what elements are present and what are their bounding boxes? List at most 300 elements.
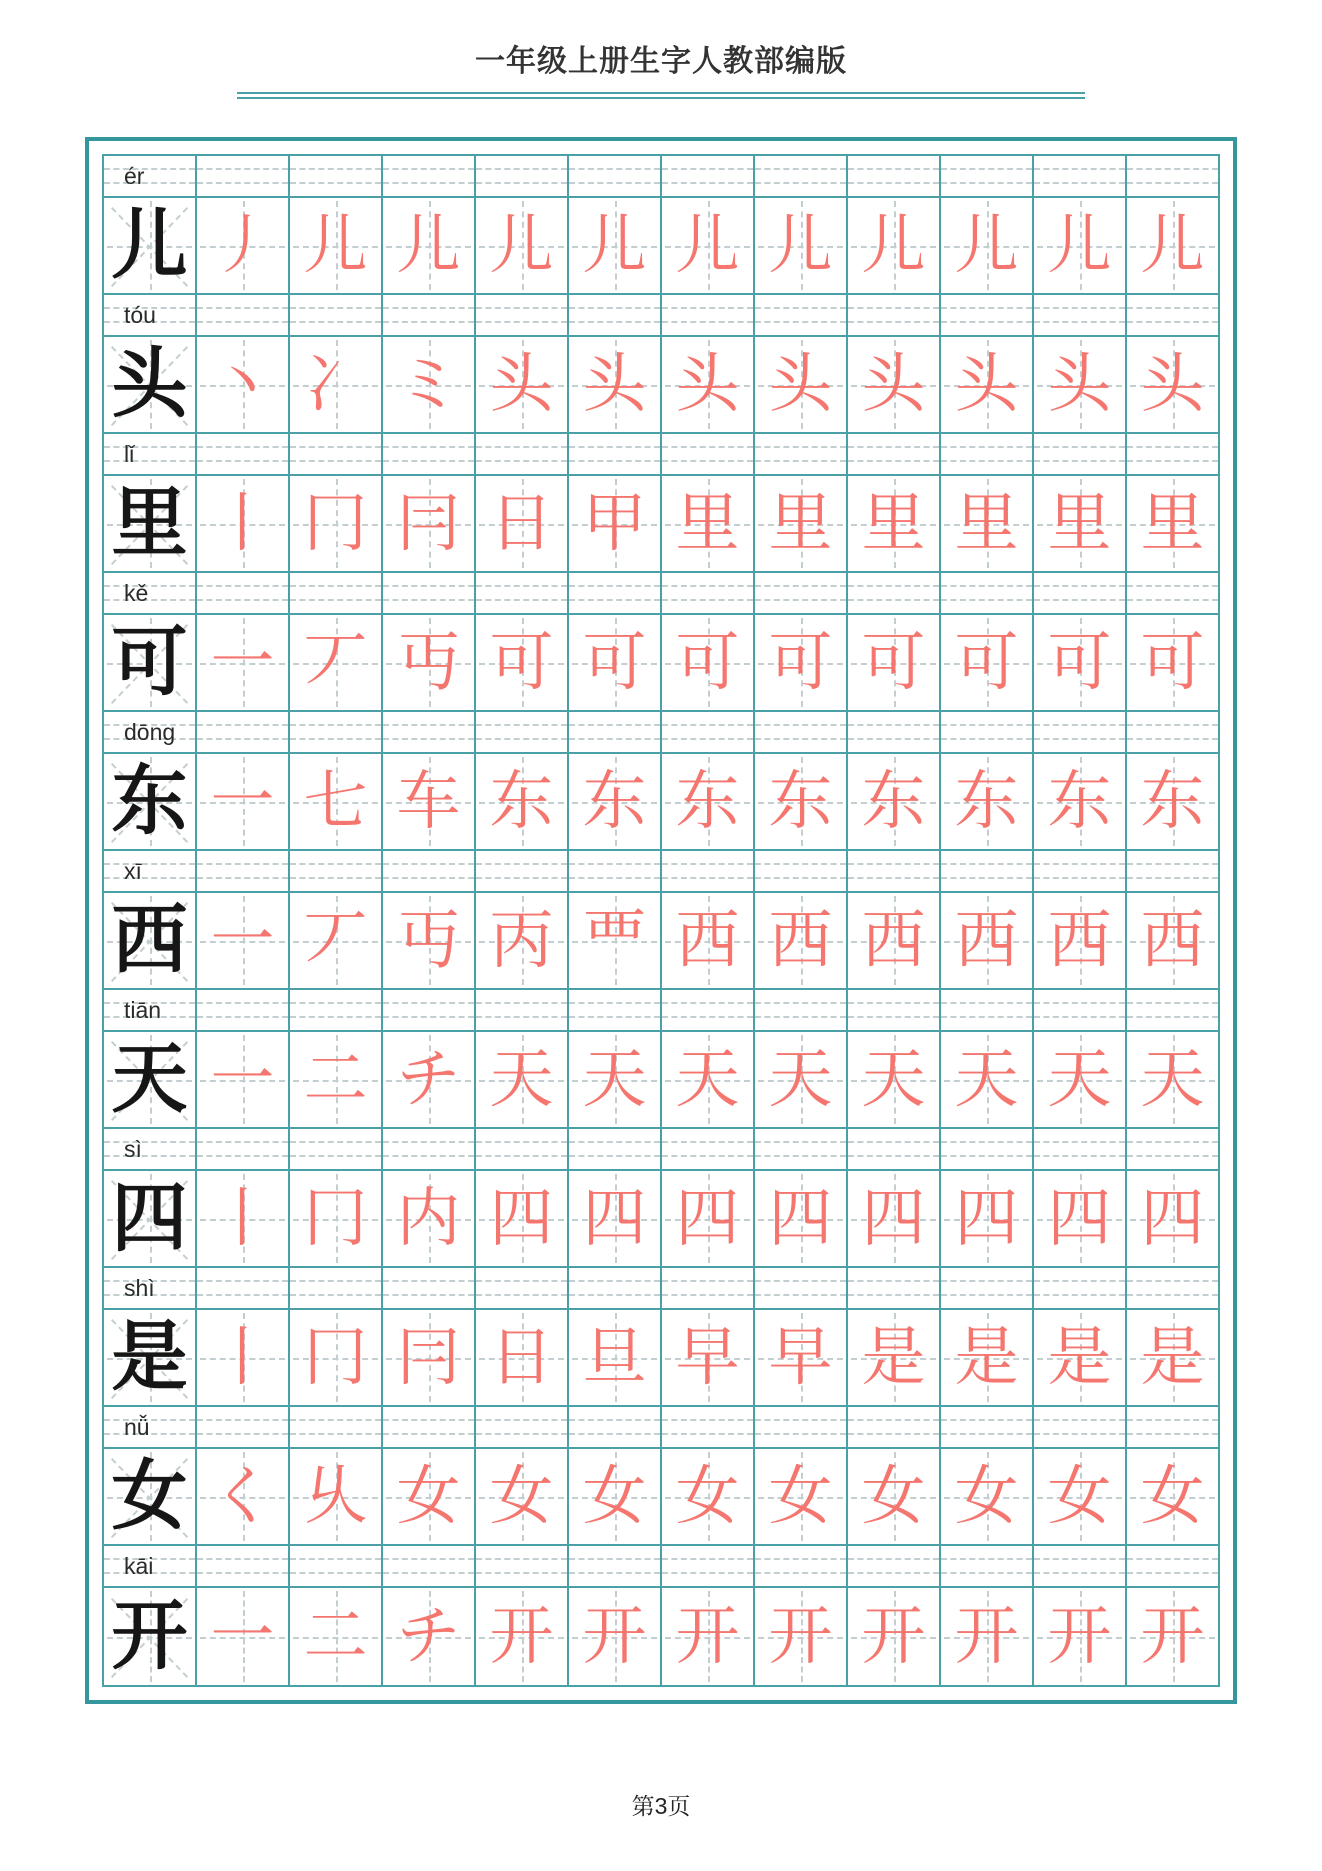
stroke-order-glyph: 日	[489, 1321, 554, 1393]
pinyin-cell	[848, 434, 941, 474]
pinyin-cell	[941, 712, 1034, 752]
pinyin-guide-line	[476, 1433, 567, 1435]
pinyin-guide-line	[848, 460, 939, 462]
pinyin-cell	[290, 1129, 383, 1169]
pinyin-label: shì	[124, 1274, 155, 1301]
pinyin-cell	[569, 990, 662, 1030]
pinyin-cell	[104, 295, 197, 335]
model-character-cell	[104, 754, 197, 849]
pinyin-guide-line	[1127, 1433, 1218, 1435]
pinyin-guide-line	[197, 1002, 288, 1004]
stroke-order-cell	[755, 754, 848, 849]
pinyin-cell	[197, 1268, 290, 1308]
stroke-order-cell	[848, 198, 941, 293]
pinyin-guide-line	[197, 168, 288, 170]
pinyin-guide-line	[941, 724, 1032, 726]
pinyin-cell	[941, 573, 1034, 613]
pinyin-guide-line	[941, 877, 1032, 879]
stroke-order-cell	[941, 615, 1034, 710]
stroke-order-cell	[569, 893, 662, 988]
pinyin-guide-line	[569, 1419, 660, 1421]
pinyin-guide-line	[1034, 182, 1125, 184]
character-row	[104, 1310, 1218, 1407]
pinyin-cell	[383, 712, 476, 752]
pinyin-guide-line	[941, 460, 1032, 462]
pinyin-cell	[476, 712, 569, 752]
pinyin-guide-line	[941, 1155, 1032, 1157]
pinyin-cell	[383, 851, 476, 891]
pinyin-guide-line	[476, 863, 567, 865]
stroke-order-glyph: 西	[861, 904, 926, 976]
pinyin-guide-line	[662, 307, 753, 309]
stroke-order-cell	[1127, 476, 1218, 571]
pinyin-guide-line	[1034, 1280, 1125, 1282]
stroke-order-cell	[476, 1171, 569, 1266]
pinyin-guide-line	[197, 1280, 288, 1282]
stroke-order-glyph: 开	[768, 1600, 833, 1672]
pinyin-guide-line	[290, 1002, 381, 1004]
pinyin-guide-line	[476, 1002, 567, 1004]
model-character-cell	[104, 1588, 197, 1685]
pinyin-cell	[662, 851, 755, 891]
pinyin-guide-line	[569, 168, 660, 170]
model-character: 儿	[111, 203, 188, 288]
pinyin-guide-line	[290, 1016, 381, 1018]
pinyin-guide-line	[383, 1155, 474, 1157]
pinyin-guide-line	[848, 738, 939, 740]
model-character-cell	[104, 1032, 197, 1127]
pinyin-guide-line	[383, 1572, 474, 1574]
pinyin-cell	[104, 1129, 197, 1169]
model-character-cell	[104, 615, 197, 710]
pinyin-cell	[569, 1407, 662, 1447]
pinyin-guide-line	[755, 307, 846, 309]
stroke-order-cell	[290, 1032, 383, 1127]
pinyin-label: xī	[124, 857, 142, 884]
pinyin-guide-line	[755, 724, 846, 726]
stroke-order-glyph: 西	[768, 904, 833, 976]
pinyin-guide-line	[1034, 321, 1125, 323]
stroke-order-cell	[755, 476, 848, 571]
pinyin-guide-line	[662, 1572, 753, 1574]
pinyin-cell	[848, 851, 941, 891]
pinyin-guide-line	[476, 1294, 567, 1296]
stroke-order-glyph: チ	[396, 1043, 461, 1115]
stroke-order-glyph: 开	[489, 1600, 554, 1672]
stroke-order-cell	[383, 893, 476, 988]
pinyin-guide-line	[290, 168, 381, 170]
pinyin-guide-line	[383, 877, 474, 879]
stroke-order-cell	[290, 615, 383, 710]
pinyin-guide-line	[755, 1141, 846, 1143]
stroke-order-cell	[662, 476, 755, 571]
pinyin-guide-line	[383, 1294, 474, 1296]
pinyin-cell	[290, 156, 383, 196]
pinyin-guide-line	[1127, 321, 1218, 323]
pinyin-guide-line	[476, 307, 567, 309]
stroke-order-glyph: 七	[303, 765, 368, 837]
pinyin-cell	[1127, 156, 1218, 196]
pinyin-guide-line	[197, 307, 288, 309]
stroke-order-glyph: 一	[210, 904, 275, 976]
pinyin-guide-line	[383, 863, 474, 865]
stroke-order-cell	[755, 1171, 848, 1266]
stroke-order-glyph: 女	[1140, 1460, 1205, 1532]
character-row	[104, 754, 1218, 851]
stroke-order-glyph: 东	[954, 765, 1019, 837]
stroke-order-glyph: 西	[954, 904, 1019, 976]
stroke-order-glyph: 冂	[303, 1182, 368, 1254]
pinyin-cell	[755, 295, 848, 335]
pinyin-guide-line	[104, 446, 195, 448]
pinyin-guide-line	[941, 1433, 1032, 1435]
pinyin-guide-line	[476, 1016, 567, 1018]
stroke-order-cell	[1034, 1171, 1127, 1266]
stroke-order-glyph: 丙	[489, 904, 554, 976]
stroke-order-cell	[1034, 1310, 1127, 1405]
pinyin-guide-line	[569, 321, 660, 323]
pinyin-guide-line	[197, 1433, 288, 1435]
pinyin-guide-line	[1127, 724, 1218, 726]
pinyin-guide-line	[941, 1280, 1032, 1282]
pinyin-cell	[476, 1407, 569, 1447]
pinyin-cell	[848, 156, 941, 196]
pinyin-guide-line	[848, 446, 939, 448]
stroke-order-cell	[1034, 1449, 1127, 1544]
stroke-order-cell	[1034, 198, 1127, 293]
pinyin-guide-line	[848, 1002, 939, 1004]
pinyin-guide-line	[1034, 1141, 1125, 1143]
stroke-order-cell	[941, 1171, 1034, 1266]
pinyin-cell	[476, 851, 569, 891]
pinyin-guide-line	[662, 1016, 753, 1018]
pinyin-cell	[197, 1407, 290, 1447]
stroke-order-glyph: 是	[1047, 1321, 1112, 1393]
stroke-order-cell	[941, 754, 1034, 849]
pinyin-guide-line	[290, 1558, 381, 1560]
pinyin-guide-line	[1127, 863, 1218, 865]
pinyin-cell	[1034, 1546, 1127, 1586]
pinyin-cell	[569, 1546, 662, 1586]
stroke-order-cell	[941, 1588, 1034, 1685]
pinyin-guide-line	[941, 1419, 1032, 1421]
pinyin-cell	[383, 1546, 476, 1586]
stroke-order-cell	[383, 1449, 476, 1544]
stroke-order-glyph: 丨	[210, 487, 275, 559]
pinyin-guide-line	[569, 1558, 660, 1560]
stroke-order-cell	[197, 1588, 290, 1685]
pinyin-guide-line	[569, 460, 660, 462]
pinyin-guide-line	[755, 585, 846, 587]
pinyin-guide-line	[569, 1280, 660, 1282]
stroke-order-glyph: 四	[1047, 1182, 1112, 1254]
stroke-order-cell	[848, 615, 941, 710]
pinyin-cell	[848, 573, 941, 613]
pinyin-guide-line	[1034, 1294, 1125, 1296]
pinyin-guide-line	[383, 321, 474, 323]
pinyin-cell	[197, 990, 290, 1030]
pinyin-guide-line	[941, 1558, 1032, 1560]
stroke-order-glyph: 冃	[396, 1321, 461, 1393]
stroke-order-cell	[569, 1310, 662, 1405]
stroke-order-glyph: 儿	[582, 209, 647, 281]
stroke-order-glyph: 内	[396, 1182, 461, 1254]
stroke-order-glyph: 女	[954, 1460, 1019, 1532]
pinyin-guide-line	[1127, 182, 1218, 184]
stroke-order-glyph: 儿	[675, 209, 740, 281]
pinyin-guide-line	[662, 321, 753, 323]
stroke-order-glyph: 女	[675, 1460, 740, 1532]
pinyin-cell	[662, 1268, 755, 1308]
stroke-order-cell	[755, 1032, 848, 1127]
pinyin-guide-line	[848, 1294, 939, 1296]
stroke-order-cell	[383, 1310, 476, 1405]
stroke-order-glyph: 是	[1140, 1321, 1205, 1393]
stroke-order-cell	[1127, 1171, 1218, 1266]
pinyin-cell	[755, 1407, 848, 1447]
pinyin-guide-line	[1034, 460, 1125, 462]
stroke-order-glyph: 里	[861, 487, 926, 559]
pinyin-guide-line	[941, 1016, 1032, 1018]
pinyin-guide-line	[290, 1280, 381, 1282]
pinyin-guide-line	[1034, 738, 1125, 740]
stroke-order-glyph: 一	[210, 1600, 275, 1672]
pinyin-guide-line	[941, 1294, 1032, 1296]
pinyin-guide-line	[569, 1572, 660, 1574]
pinyin-guide-line	[197, 1155, 288, 1157]
page-header	[0, 0, 1322, 99]
stroke-order-glyph: 一	[210, 1043, 275, 1115]
stroke-order-cell	[383, 1588, 476, 1685]
stroke-order-cell	[197, 893, 290, 988]
pinyin-guide-line	[848, 168, 939, 170]
pinyin-guide-line	[476, 1558, 567, 1560]
stroke-order-glyph: 可	[489, 626, 554, 698]
stroke-order-cell	[848, 1171, 941, 1266]
pinyin-cell	[848, 990, 941, 1030]
stroke-order-cell	[1034, 476, 1127, 571]
page-footer	[0, 1788, 1322, 1821]
pinyin-guide-line	[104, 863, 195, 865]
pinyin-guide-line	[662, 1433, 753, 1435]
pinyin-guide-line	[569, 1155, 660, 1157]
stroke-order-cell	[755, 893, 848, 988]
pinyin-guide-line	[848, 321, 939, 323]
stroke-order-glyph: 可	[1047, 626, 1112, 698]
pinyin-guide-line	[383, 460, 474, 462]
pinyin-cell	[569, 712, 662, 752]
stroke-order-cell	[476, 1310, 569, 1405]
stroke-order-glyph: 东	[675, 765, 740, 837]
pinyin-guide-line	[848, 863, 939, 865]
pinyin-cell	[941, 434, 1034, 474]
stroke-order-glyph: 头	[861, 348, 926, 420]
pinyin-cell	[476, 990, 569, 1030]
pinyin-guide-line	[476, 182, 567, 184]
character-row	[104, 1449, 1218, 1546]
pinyin-guide-line	[104, 877, 195, 879]
pinyin-cell	[1127, 1129, 1218, 1169]
pinyin-cell	[383, 990, 476, 1030]
stroke-order-glyph: 东	[582, 765, 647, 837]
pinyin-guide-line	[383, 1433, 474, 1435]
model-character-cell	[104, 1171, 197, 1266]
pinyin-guide-line	[755, 446, 846, 448]
pinyin-cell	[1127, 1268, 1218, 1308]
stroke-order-cell	[197, 337, 290, 432]
pinyin-guide-line	[848, 1558, 939, 1560]
pinyin-guide-line	[1034, 1558, 1125, 1560]
pinyin-guide-line	[290, 321, 381, 323]
character-row	[104, 1588, 1218, 1685]
pinyin-guide-line	[104, 168, 195, 170]
pinyin-guide-line	[197, 182, 288, 184]
pinyin-cell	[104, 712, 197, 752]
stroke-order-glyph: 头	[675, 348, 740, 420]
character-row-group	[104, 295, 1218, 434]
stroke-order-cell	[197, 1310, 290, 1405]
character-row	[104, 1032, 1218, 1129]
stroke-order-glyph: 女	[396, 1460, 461, 1532]
stroke-order-cell	[941, 476, 1034, 571]
pinyin-cell	[1034, 1268, 1127, 1308]
pinyin-guide-line	[476, 460, 567, 462]
pinyin-guide-line	[755, 599, 846, 601]
stroke-order-cell	[941, 1449, 1034, 1544]
pinyin-cell	[569, 573, 662, 613]
stroke-order-glyph: 儿	[303, 209, 368, 281]
model-character: 天	[111, 1037, 188, 1122]
stroke-order-cell	[1034, 754, 1127, 849]
pinyin-guide-line	[1127, 1280, 1218, 1282]
pinyin-cell	[755, 156, 848, 196]
pinyin-guide-line	[755, 1155, 846, 1157]
pinyin-cell	[476, 573, 569, 613]
pinyin-cell	[941, 295, 1034, 335]
stroke-order-cell	[662, 1032, 755, 1127]
pinyin-guide-line	[476, 877, 567, 879]
pinyin-guide-line	[662, 877, 753, 879]
stroke-order-cell	[1034, 893, 1127, 988]
pinyin-cell	[569, 156, 662, 196]
pinyin-cell	[662, 1407, 755, 1447]
pinyin-cell	[290, 1268, 383, 1308]
pinyin-guide-line	[476, 599, 567, 601]
pinyin-guide-line	[197, 1294, 288, 1296]
pinyin-guide-line	[197, 1558, 288, 1560]
pinyin-cell	[941, 851, 1034, 891]
stroke-order-glyph: 儿	[861, 209, 926, 281]
stroke-order-glyph: 头	[1140, 348, 1205, 420]
pinyin-guide-line	[290, 446, 381, 448]
stroke-order-cell	[1127, 337, 1218, 432]
stroke-order-cell	[941, 198, 1034, 293]
pinyin-guide-line	[1127, 1016, 1218, 1018]
character-row-group	[104, 573, 1218, 712]
stroke-order-glyph: 东	[489, 765, 554, 837]
pinyin-guide-line	[1034, 1155, 1125, 1157]
stroke-order-cell	[1034, 615, 1127, 710]
stroke-order-cell	[569, 1449, 662, 1544]
pinyin-guide-line	[1127, 1002, 1218, 1004]
stroke-order-glyph: 天	[1047, 1043, 1112, 1115]
pinyin-guide-line	[290, 1419, 381, 1421]
stroke-order-cell	[1127, 754, 1218, 849]
pinyin-row	[104, 712, 1218, 754]
pinyin-guide-line	[1127, 1294, 1218, 1296]
stroke-order-cell	[290, 1449, 383, 1544]
pinyin-cell	[569, 1129, 662, 1169]
stroke-order-glyph: 开	[1047, 1600, 1112, 1672]
pinyin-guide-line	[383, 168, 474, 170]
pinyin-guide-line	[755, 1558, 846, 1560]
stroke-order-cell	[569, 754, 662, 849]
stroke-order-cell	[476, 615, 569, 710]
stroke-order-glyph: 开	[1140, 1600, 1205, 1672]
pinyin-guide-line	[941, 1002, 1032, 1004]
stroke-order-cell	[476, 1449, 569, 1544]
pinyin-cell	[383, 156, 476, 196]
pinyin-cell	[662, 1129, 755, 1169]
pinyin-guide-line	[476, 585, 567, 587]
pinyin-guide-line	[1127, 168, 1218, 170]
pinyin-guide-line	[1034, 1002, 1125, 1004]
pinyin-guide-line	[848, 1016, 939, 1018]
pinyin-guide-line	[1034, 877, 1125, 879]
stroke-order-glyph: 女	[1047, 1460, 1112, 1532]
stroke-order-cell	[755, 198, 848, 293]
pinyin-cell	[1127, 712, 1218, 752]
pinyin-guide-line	[662, 1280, 753, 1282]
stroke-order-cell	[476, 198, 569, 293]
pinyin-guide-line	[755, 1572, 846, 1574]
pinyin-guide-line	[755, 321, 846, 323]
stroke-order-cell	[290, 337, 383, 432]
stroke-order-cell	[290, 1310, 383, 1405]
pinyin-cell	[848, 1129, 941, 1169]
stroke-order-cell	[476, 754, 569, 849]
character-row	[104, 476, 1218, 573]
pinyin-guide-line	[1127, 307, 1218, 309]
pinyin-label: kāi	[124, 1552, 154, 1579]
pinyin-guide-line	[1127, 1419, 1218, 1421]
pinyin-cell	[383, 295, 476, 335]
model-character-cell	[104, 1310, 197, 1405]
pinyin-guide-line	[569, 1141, 660, 1143]
stroke-order-glyph: 东	[768, 765, 833, 837]
pinyin-guide-line	[662, 1419, 753, 1421]
character-row-group	[104, 156, 1218, 295]
stroke-order-glyph: 里	[675, 487, 740, 559]
pinyin-cell	[1127, 1546, 1218, 1586]
pinyin-guide-line	[1034, 1419, 1125, 1421]
pinyin-cell	[476, 1268, 569, 1308]
pinyin-guide-line	[197, 1016, 288, 1018]
stroke-order-cell	[848, 476, 941, 571]
pinyin-cell	[662, 434, 755, 474]
stroke-order-glyph: 天	[768, 1043, 833, 1115]
pinyin-guide-line	[662, 1558, 753, 1560]
pinyin-guide-line	[290, 877, 381, 879]
stroke-order-glyph: 乆	[303, 1460, 368, 1532]
pinyin-guide-line	[1034, 599, 1125, 601]
pinyin-guide-line	[848, 599, 939, 601]
pinyin-cell	[848, 1546, 941, 1586]
pinyin-guide-line	[848, 307, 939, 309]
model-character: 里	[111, 481, 188, 566]
pinyin-guide-line	[569, 863, 660, 865]
stroke-order-glyph: 四	[582, 1182, 647, 1254]
